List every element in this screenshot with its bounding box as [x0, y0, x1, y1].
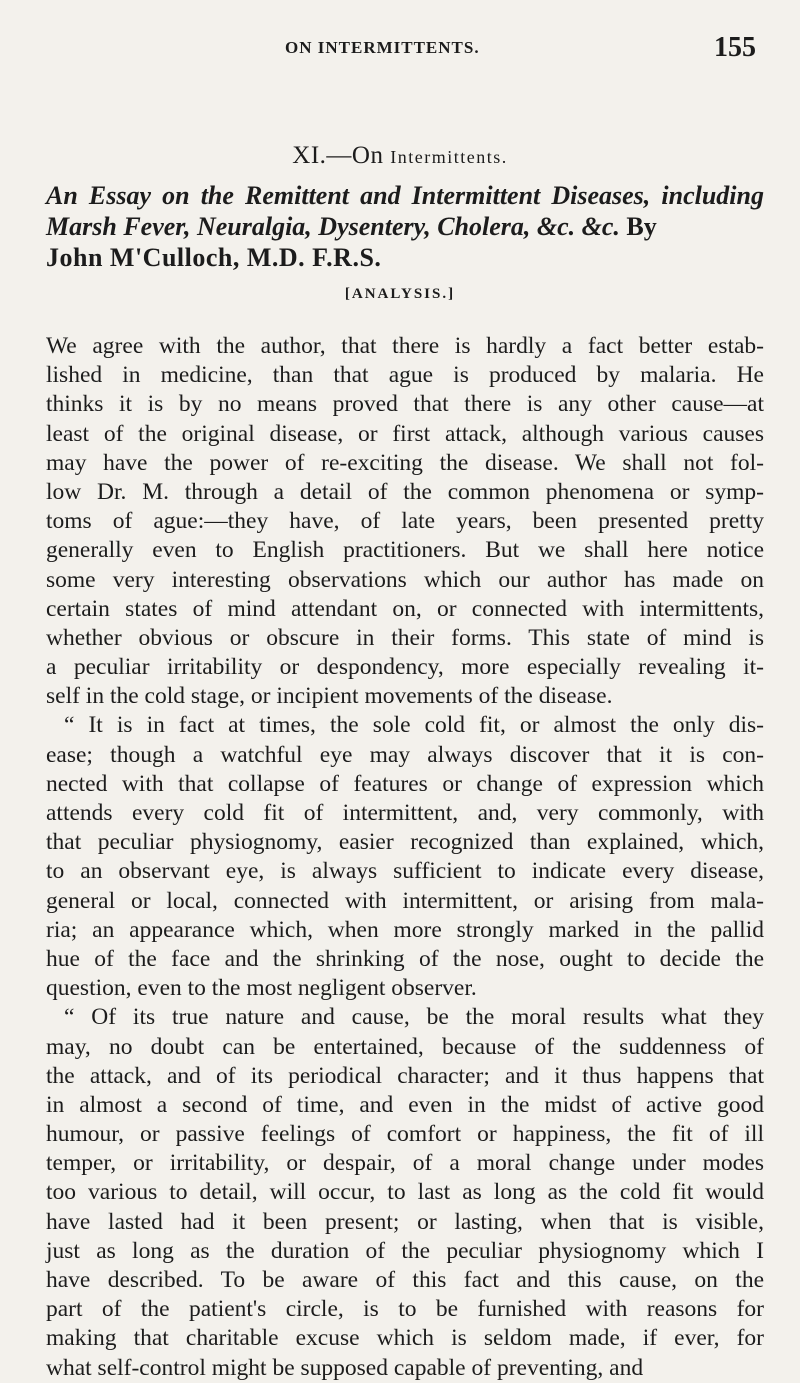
body-line: have lasted had it been present; or lasting, when that is visible,	[46, 1208, 764, 1235]
book-citation	[46, 180, 764, 273]
body-line: ria; an appearance which, when more strongly marked in the pallid	[46, 916, 764, 943]
body-line: general or local, connected with intermittent, or arising from mala-	[46, 887, 764, 914]
body-line: self in the cold stage, or incipient movements of the disease.	[46, 683, 613, 710]
body-line: have described. To be aware of this fact and this cause, on the	[46, 1267, 764, 1293]
body-line: question, even to the most negligent observer.	[46, 975, 477, 1002]
body-line: toms of ague:—they have, of late years, been presented pretty	[46, 508, 764, 535]
body-line: to an observant eye, is always sufficient to indicate every disease,	[46, 858, 764, 885]
running-head	[0, 32, 800, 78]
body-line: certain states of mind attendant on, or connected with intermittents,	[46, 595, 764, 622]
running-head-title: ON INTERMITTENTS.	[285, 38, 480, 57]
body-line: temper, or irritability, or despair, of a moral change under modes	[46, 1150, 764, 1177]
body-line: We agree with the author, that there is hardly a fact better estab-	[46, 333, 764, 359]
body-line: may, no doubt can be entertained, because of the suddenness of	[46, 1033, 764, 1060]
page-number: 155	[714, 32, 756, 63]
body-line: humour, or passive feelings of comfort or happiness, the fit of ill	[46, 1121, 764, 1148]
body-line: some very interesting observations which our author has made on	[46, 566, 764, 593]
body-line: that peculiar physiognomy, easier recognized than explained, which,	[46, 829, 764, 856]
body-line: just as long as the duration of the peculiar physiognomy which I	[46, 1237, 764, 1264]
body-line: least of the original disease, or first attack, although various causes	[46, 420, 764, 447]
body-line: whether obvious or obscure in their forms. This state of mind is	[46, 624, 764, 651]
section-numeral: XI.—On	[292, 142, 391, 169]
body-text	[46, 332, 764, 1383]
body-line: nected with that collapse of features or change of expression which	[46, 770, 764, 797]
body-line: making that charitable excuse which is seldom made, if ever, for	[46, 1325, 764, 1352]
body-line: “ Of its true nature and cause, be the moral results what they	[64, 1004, 764, 1031]
body-line: a peculiar irritability or despondency, more especially revealing it-	[46, 654, 764, 681]
citation-by: By	[626, 212, 657, 241]
body-line: too various to detail, will occur, to last as long as the cold fit would	[46, 1179, 764, 1206]
analysis-label: [ANALYSIS.]	[344, 286, 456, 302]
body-line: ease; though a watchful eye may always discover that it is con-	[46, 741, 764, 768]
body-line: the attack, and of its periodical character; and it thus happens that	[46, 1062, 764, 1089]
body-line: in almost a second of time, and even in the midst of active good	[46, 1091, 764, 1118]
body-line: hue of the face and the shrinking of the nose, ought to decide the	[46, 945, 764, 972]
body-line: lished in medicine, than that ague is produced by malaria. He	[46, 362, 764, 389]
body-line: may have the power of re-exciting the disease. We shall not fol-	[46, 449, 764, 476]
citation-author: John M'Culloch, M.D. F.R.S.	[46, 243, 382, 272]
body-line: “ It is in fact at times, the sole cold fit, or almost the only dis-	[64, 712, 764, 739]
section-title: Intermittents.	[390, 147, 508, 167]
citation-title-line-2-row	[46, 211, 764, 242]
body-line: thinks it is by no means proved that there is any other cause—at	[46, 391, 764, 418]
section-heading	[0, 142, 800, 170]
body-line: generally even to English practitioners. But we shall here notice	[46, 537, 764, 564]
citation-title-line-1: An Essay on the Remittent and Intermittent Diseases, including	[46, 181, 764, 210]
body-line: what self-control might be supposed capable of preventing, and	[46, 1354, 644, 1381]
body-line: part of the patient's circle, is to be furnished with reasons for	[46, 1296, 764, 1323]
citation-title-line-2: Marsh Fever, Neuralgia, Dysentery, Cholera, &c. &c.	[46, 212, 620, 241]
body-line: low Dr. M. through a detail of the common phenomena or symp-	[46, 478, 764, 505]
body-line: attends every cold fit of intermittent, and, very commonly, with	[46, 800, 764, 826]
